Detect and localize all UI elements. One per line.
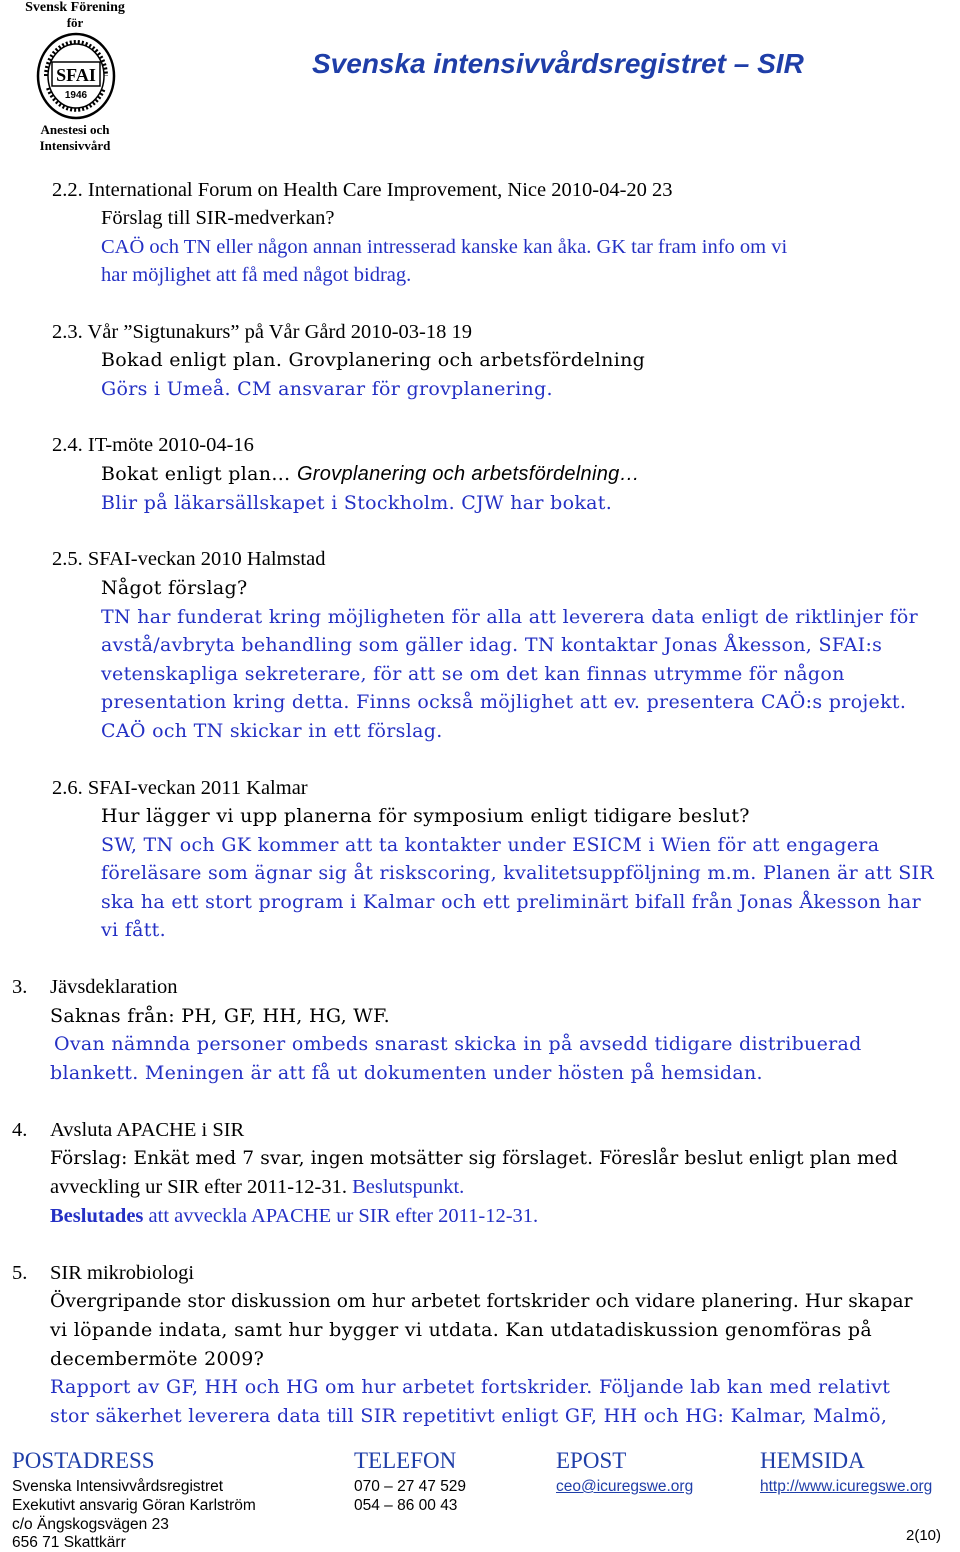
section-5-number: 5.: [12, 1262, 28, 1284]
section-5-line: stor säkerhet leverera data till SIR repetitivt enligt GF, HH och HG: Kalmar, Malmö,: [50, 1405, 888, 1427]
footer-postadress-line: Svenska Intensivvårdsregistret: [12, 1478, 224, 1495]
footer-postadress-line: c/o Ängskogsvägen 23: [12, 1516, 169, 1533]
section-2-2-line: Förslag till SIR-medverkan?: [101, 207, 335, 229]
section-5-line: vi löpande indata, samt hur bygger vi utdata. Kan utdatadiskussion genomföras på: [50, 1319, 873, 1341]
footer-epost-heading: EPOST: [556, 1448, 627, 1473]
footer-postadress-line: Exekutivt ansvarig Göran Karlström: [12, 1497, 256, 1514]
section-2-5-line: Något förslag?: [101, 577, 248, 599]
section-4-line: [50, 1173, 464, 1201]
footer-telefon-heading: TELEFON: [354, 1448, 457, 1473]
section-2-4-line: Blir på läkarsällskapet i Stockholm. CJW har bokat.: [101, 492, 613, 514]
section-4-line: Förslag: Enkät med 7 svar, ingen motsätter sig förslaget. Föreslår beslut enligt plan med: [50, 1148, 898, 1169]
logo-bottom-text: Anestesi och Intensivvård: [39, 122, 111, 153]
section-2-6-heading: 2.6. SFAI-veckan 2011 Kalmar: [52, 777, 308, 799]
logo-for-text: för: [66, 15, 84, 30]
footer-phone-number: 070 – 27 47 529: [354, 1478, 467, 1495]
section-4-number: 4.: [12, 1119, 28, 1141]
section-2-6-line: Hur lägger vi upp planerna för symposium enligt tidigare beslut?: [101, 805, 750, 827]
section-2-3-line: Bokad enligt plan. Grovplanering och arbetsfördelning: [101, 349, 646, 371]
logo-center-text: SFAI: [56, 65, 96, 85]
section-2-5-line: presentation kring detta. Finns också möjlighet att ev. presentera CAÖ:s projekt.: [101, 691, 907, 713]
section-3-heading: Jävsdeklaration: [50, 976, 178, 998]
section-2-3-line: Görs i Umeå. CM ansvarar för grovplanering.: [101, 378, 553, 400]
footer-postadress-heading: POSTADRESS: [12, 1448, 155, 1473]
section-2-5-line: TN har funderat kring möjligheten för alla att leverera data enligt de riktlinjer för: [101, 606, 919, 628]
logo-seal-icon: [36, 32, 116, 120]
section-2-2-line: har möjlighet att få med något bidrag.: [101, 264, 412, 286]
section-2-6-line: vi fått.: [101, 919, 166, 941]
section-4-text: avveckling ur SIR efter 2011-12-31.: [50, 1176, 347, 1198]
section-2-6-line: föreläsare som ägnar sig åt riskscoring, kvalitetsuppföljning m.m. Planen är att SIR: [101, 862, 934, 884]
footer-hemsida-heading: HEMSIDA: [760, 1448, 865, 1473]
section-5-line: Rapport av GF, HH och HG om hur arbetet fortskrider. Följande lab kan med relativt: [50, 1376, 891, 1398]
section-5-line: decembermöte 2009?: [50, 1348, 265, 1370]
page-header-title: Svenska intensivvårdsregistret – SIR: [312, 48, 804, 79]
section-2-6-line: ska ha ett stort program i Kalmar och ett preliminärt bifall från Jonas Åkesson har: [101, 891, 921, 913]
section-2-5-line: avstå/avbryta behandling som gäller idag. TN kontaktar Jonas Åkesson, SFAI:s: [101, 634, 883, 656]
footer-phone-number: 054 – 86 00 43: [354, 1497, 458, 1514]
section-4-decided-text: att avveckla APACHE ur SIR efter 2011-12-31.: [148, 1205, 539, 1227]
section-2-4-heading: 2.4. IT-möte 2010-04-16: [52, 434, 254, 456]
footer-email-link[interactable]: ceo@icuregswe.org: [556, 1478, 694, 1495]
section-5-line: Övergripande stor diskussion om hur arbetet fortskrider och vidare planering. Hur skapar: [50, 1291, 913, 1312]
sfai-logo: [14, 0, 136, 153]
section-2-6-line: SW, TN och GK kommer att ta kontakter under ESICM i Wien för att engagera: [101, 834, 880, 856]
section-2-2-line: CAÖ och TN eller någon annan intresserad kanske kan åka. GK tar fram info om vi: [101, 236, 788, 258]
section-3-line: Ovan nämnda personer ombeds snarast skicka in på avsedd tidigare distribuerad: [54, 1033, 862, 1055]
section-5-heading: SIR mikrobiologi: [50, 1262, 195, 1284]
section-3-number: 3.: [12, 976, 28, 998]
page-number: 2(10): [906, 1527, 942, 1544]
section-4-decision-point: Beslutspunkt.: [352, 1176, 465, 1198]
section-3-line: blankett. Meningen är att få ut dokumenten under hösten på hemsidan.: [50, 1062, 763, 1084]
section-4-decided-label: Beslutades: [50, 1205, 144, 1227]
section-2-4-line: [101, 460, 640, 488]
section-2-4-italic-text: Grovplanering och arbetsfördelning…: [296, 463, 640, 485]
section-4-heading: Avsluta APACHE i SIR: [50, 1119, 245, 1141]
section-2-3-heading: 2.3. Vår ”Sigtunakurs” på Vår Gård 2010-03-18 19: [52, 321, 472, 343]
section-2-4-text: Bokat enligt plan…: [101, 463, 291, 485]
section-4-line: [50, 1202, 538, 1230]
section-2-5-heading: 2.5. SFAI-veckan 2010 Halmstad: [52, 548, 326, 570]
section-3-line: Saknas från: PH, GF, HH, HG, WF.: [50, 1005, 391, 1027]
footer-website-link[interactable]: http://www.icuregswe.org: [760, 1478, 933, 1495]
section-2-5-line: CAÖ och TN skickar in ett förslag.: [101, 720, 443, 742]
logo-year-text: 1946: [64, 90, 88, 101]
section-2-5-line: vetenskapliga sekreterare, för att se om det kan finnas utrymme för någon: [101, 663, 845, 685]
footer-postadress-line: 656 71 Skattkärr: [12, 1534, 126, 1551]
section-2-2-heading: 2.2. International Forum on Health Care Improvement, Nice 2010-04-20 23: [52, 179, 673, 201]
logo-top-text: Svensk Förening: [25, 0, 125, 15]
